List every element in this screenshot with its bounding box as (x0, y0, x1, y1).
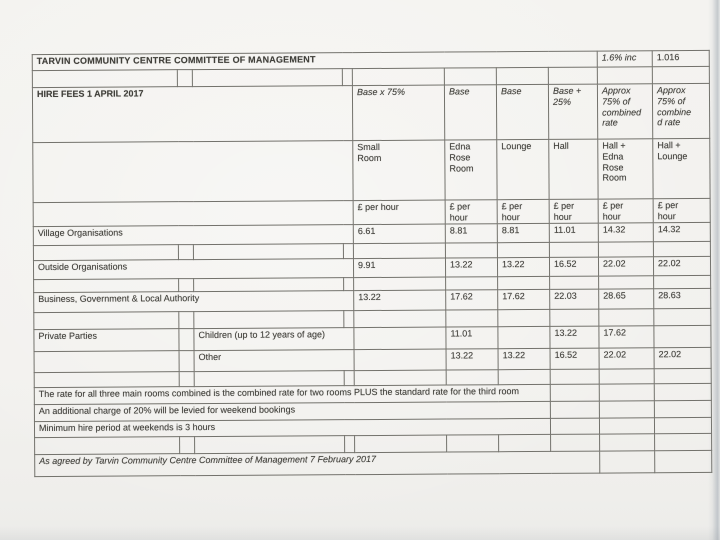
empty-cell (599, 275, 654, 288)
rate-basis-cell: Base + 25% (548, 84, 597, 139)
empty-cell (179, 311, 194, 328)
note-weekend-charge: An additional charge of 20% will be levied for weekend bookings (34, 401, 550, 421)
unit-cell: £ per hour (497, 199, 549, 223)
fee-cell: 13.22 (498, 348, 550, 369)
empty-cell (354, 310, 446, 328)
fee-cell: 14.32 (653, 222, 710, 241)
room-header-cell: Lounge (497, 139, 549, 199)
empty-cell (655, 433, 712, 450)
fee-cell (354, 327, 446, 350)
fee-cell: 22.02 (654, 347, 711, 368)
document-title: TARVIN COMMUNITY CENTRE COMMITTEE OF MANAGEMENT (32, 51, 597, 70)
fee-cell: 13.22 (445, 257, 497, 276)
empty-cell (599, 308, 654, 325)
fee-cell: 28.65 (599, 288, 654, 308)
fee-cell: 22.02 (598, 256, 653, 275)
fee-cell: 8.81 (445, 223, 497, 242)
empty-cell (342, 69, 352, 86)
agreement-note: As agreed by Tarvin Community Centre Committee of Management 7 February 2017 (35, 451, 600, 476)
category-cell: Private Parties (34, 328, 179, 351)
room-header-cell: Edna Rose Room (445, 140, 497, 200)
fee-cell: 11.01 (446, 326, 498, 348)
fee-cell: 13.22 (550, 326, 599, 348)
empty-cell (193, 243, 343, 259)
fee-cell: 17.62 (599, 325, 654, 347)
empty-cell (195, 435, 345, 453)
empty-cell (344, 370, 354, 385)
hire-fees-table (32, 50, 713, 477)
empty-cell (654, 275, 711, 288)
empty-cell (33, 244, 178, 260)
room-header-cell: Small Room (353, 140, 445, 201)
empty-cell (652, 66, 709, 83)
empty-cell (654, 308, 711, 325)
rate-basis-cell: Base (496, 84, 548, 139)
empty-cell (654, 383, 711, 400)
empty-cell (343, 243, 353, 258)
empty-cell (34, 371, 179, 387)
empty-cell (498, 276, 550, 289)
unit-cell: £ per hour (445, 200, 497, 224)
fee-cell: 22.02 (653, 256, 710, 275)
rate-basis-cell: Base x 75% (352, 85, 444, 141)
empty-cell (32, 70, 177, 88)
category-cell: Village Organisations (33, 224, 353, 245)
empty-cell (597, 67, 652, 84)
empty-cell (444, 68, 496, 85)
empty-cell (34, 278, 179, 292)
empty-cell (497, 242, 549, 257)
room-header-cell: Hall + Lounge (653, 138, 710, 198)
empty-cell (446, 309, 498, 326)
fee-cell: 13.22 (497, 257, 549, 276)
empty-cell (654, 368, 711, 383)
empty-cell (598, 241, 653, 256)
category-cell: Outside Organisations (33, 258, 353, 279)
fee-cell: 22.03 (550, 289, 599, 309)
fee-cell (498, 326, 550, 348)
empty-cell (179, 371, 194, 386)
fee-cell: 11.01 (549, 223, 598, 242)
empty-cell (345, 435, 355, 452)
empty-cell (344, 310, 354, 327)
empty-cell (179, 328, 194, 350)
unit-cell: £ per hour (353, 200, 445, 224)
empty-cell (447, 434, 499, 451)
empty-cell (498, 369, 550, 384)
empty-cell (550, 401, 599, 418)
empty-cell (550, 276, 599, 289)
empty-cell (599, 368, 654, 383)
increase-factor-cell: 1.016 (652, 50, 709, 66)
empty-cell (654, 417, 711, 433)
empty-cell (35, 436, 180, 454)
fee-cell: 14.32 (598, 222, 653, 241)
empty-cell (599, 417, 654, 433)
note-minimum-hire: Minimum hire period at weekends is 3 hours (34, 418, 550, 437)
empty-cell (599, 400, 654, 417)
fee-cell: 13.22 (446, 348, 498, 369)
subcategory-cell: Other (194, 349, 354, 371)
empty-cell (499, 434, 551, 451)
unit-cell: £ per hour (598, 199, 653, 223)
fee-cell: 8.81 (497, 223, 549, 242)
empty-cell (344, 277, 354, 290)
empty-cell (194, 277, 344, 291)
empty-cell (445, 242, 497, 257)
empty-cell (352, 68, 444, 86)
empty-cell (446, 369, 498, 384)
empty-cell (653, 241, 710, 256)
increase-percent-cell: 1.6% inc (597, 51, 652, 67)
rate-basis-cell: Base (444, 85, 496, 140)
document-subtitle: HIRE FEES 1 APRIL 2017 (32, 86, 352, 143)
empty-cell (192, 69, 342, 87)
empty-cell (655, 450, 712, 472)
fee-cell: 6.61 (353, 224, 445, 244)
empty-cell (550, 384, 599, 401)
empty-cell (33, 201, 353, 227)
empty-cell (34, 350, 179, 372)
room-header-cell: Hall + Edna Rose Room (598, 139, 653, 199)
note-combined-rate: The rate for all three main rooms combined is the combined rate for two rooms PLUS the standard rate for the third room (34, 384, 550, 404)
empty-cell (551, 434, 600, 451)
empty-cell (177, 70, 192, 87)
empty-cell (178, 244, 193, 259)
fee-cell: 22.02 (599, 347, 654, 368)
unit-cell: £ per hour (653, 198, 710, 222)
empty-cell (599, 383, 654, 400)
fee-cell: 9.91 (353, 258, 445, 278)
empty-cell (179, 350, 194, 371)
room-header-cell: Hall (549, 139, 598, 199)
empty-cell (550, 309, 599, 326)
empty-cell (550, 418, 599, 434)
empty-cell (446, 276, 498, 289)
empty-cell (34, 311, 179, 329)
empty-cell (498, 309, 550, 326)
empty-cell (549, 242, 598, 257)
unit-cell: £ per hour (549, 199, 598, 223)
hire-fees-sheet (32, 50, 712, 477)
fee-cell: 16.52 (550, 348, 599, 369)
empty-cell (550, 369, 599, 384)
empty-cell (654, 400, 711, 417)
category-cell: Business, Government & Local Authority (34, 290, 354, 312)
fee-cell: 17.62 (498, 289, 550, 309)
subcategory-cell: Children (up to 12 years of age) (194, 327, 354, 350)
rate-basis-cell: Approx 75% of combine d rate (652, 83, 709, 138)
empty-cell (355, 435, 447, 453)
empty-cell (179, 278, 194, 291)
scan-bottom-shadow (0, 526, 720, 540)
fee-cell: 13.22 (354, 290, 446, 311)
empty-cell (353, 243, 445, 259)
empty-cell (194, 370, 344, 386)
fee-cell (654, 325, 711, 347)
empty-cell (600, 433, 655, 450)
fee-cell (354, 349, 446, 371)
rate-basis-cell: Approx 75% of combined rate (597, 84, 652, 139)
empty-cell (496, 67, 548, 84)
empty-cell (354, 370, 446, 386)
empty-cell (33, 141, 353, 203)
empty-cell (354, 277, 446, 291)
empty-cell (194, 310, 344, 328)
fee-cell: 17.62 (446, 289, 498, 309)
empty-cell (180, 436, 195, 453)
empty-cell (600, 450, 655, 472)
empty-cell (548, 67, 597, 84)
fee-cell: 28.63 (654, 288, 711, 308)
fee-cell: 16.52 (549, 257, 598, 276)
